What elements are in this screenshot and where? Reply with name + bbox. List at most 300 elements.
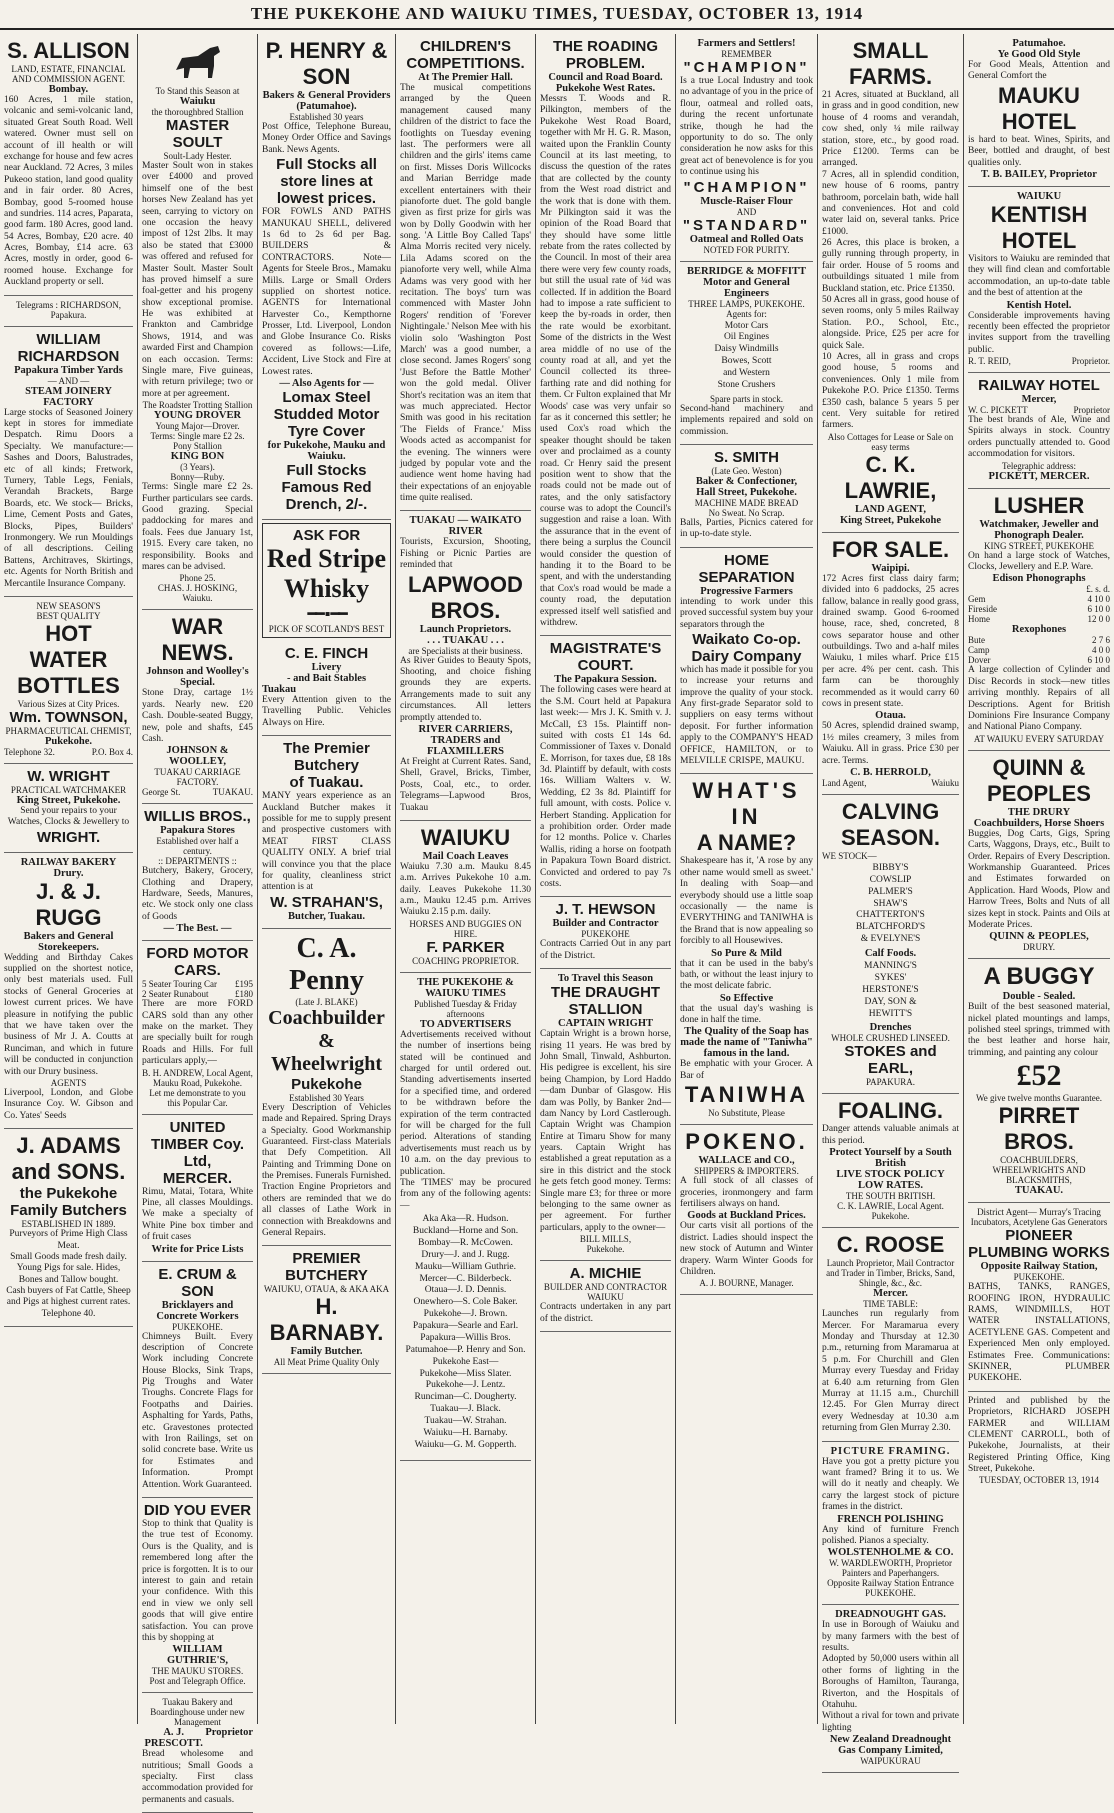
smith-late: (Late Geo. Weston) (711, 465, 782, 476)
calving-list-item: COWSLIP (869, 874, 912, 885)
picture-name: WOLSTENHOLME & CO. (827, 1547, 954, 1559)
masthead: THE PUKEKOHE AND WAIUKU TIMES, TUESDAY, OCTOBER 13, 1914 (0, 0, 1114, 30)
railway-tel: Telegraphic address: (1001, 460, 1077, 471)
crum-name: E. CRUM & SON (158, 1265, 237, 1300)
willis-sub: Papakura Stores (160, 825, 235, 837)
adams-line-2: Family Butchers (10, 1202, 127, 1220)
calving-list-item: HERSTONE'S (862, 984, 919, 995)
guthrie-store: THE MAUKU STORES. (151, 1666, 244, 1677)
standard-noted: NOTED FOR PURITY. (703, 244, 790, 255)
herrold-name: C. B. HERROLD, (850, 766, 931, 778)
picture-body-2: Any kind of furniture French polished. Pianos a specialty. (822, 1524, 959, 1546)
finch-ad (262, 641, 391, 736)
crum-body: Chimneys Built. Every description of Concrete Work including Concrete House Blocks, Sink Traps, Pig Troughs and Water Troughs. Concrete Flags for Footpaths and Dairies. Asphalting for Yards, Paths, etc. Gravestones protected with Iron Railings, set on solid concrete base. Write us for Estimates and Information. Prompt Attention. Work Guaranteed. (142, 1331, 253, 1490)
quinn-town-2: DRURY. (1022, 942, 1056, 953)
agent-list-item: Onewhero—S. Cole Baker. (413, 1297, 518, 1308)
taniwha-body: Shakespeare has it, 'A rose by any other name would smell as sweet.' In dealing with Soap—and everybody should use a little soap occasionally — the name is EVERYTHING and TANIWHA is the Brand that is now appealing so forcibly to all Housewives. (680, 856, 813, 947)
berridge-agents: Agents for: (726, 308, 767, 319)
calving-list-item: SHAW'S (873, 898, 908, 909)
rugg-name: J. & J. RUGG (35, 878, 102, 930)
champion-brand: "CHAMPION" (683, 59, 810, 76)
taniwha-body-2: that it can be used in the baby's bath, or without the least injury to the most delicate fabric. (680, 958, 813, 992)
lusher-place: KING STREET, PUKEKOHE (983, 540, 1095, 551)
price-row (968, 655, 1110, 665)
berridge-list-item: Bowes, Scott (721, 356, 772, 367)
buggy-price: £52 (1016, 1059, 1062, 1093)
johnson-town: TUAKAU. (212, 787, 253, 798)
rugg-agents-body: Liverpool, London, and Globe Insurance Coy. W. Gibson and Co. Yates' Seeds (4, 1087, 133, 1121)
railway-hotel-ad (968, 373, 1110, 489)
sale-body: 172 Acres first class dairy farm; divided into 6 paddocks, 25 acres fallow, balance in really good grass, drained swamp. Good 6-roomed house, race, shed, concreted, 8 cows separator house and other outbuildings. Two and a-half miles Waiuku, 1 miles wharf. Price £15 per acre. 4% per cent. cash. This farm can be thoroughly recommended as it would carry 60 cows in present state. (822, 573, 959, 710)
guthrie-body: Stop to think that Quality is the true test of Economy. Ours is the Quality, and is remembered long after the price is forgotten. It is to our interest to gain and retain your confidence. With this end in view we only sell goods that will give entire satisfaction. You can prove this by shopping at (142, 1519, 253, 1643)
lapwood-name: LAPWOOD BROS. (408, 571, 523, 623)
united-body: Rimu, Matai, Totara, White Pine, all classes Mouldings. We make a specialty of White Pine box timber and of fruit cases (142, 1186, 253, 1243)
allison-body: 160 Acres, 1 mile station, volcanic and semi-volcanic land, situated Great South Road. Well watered. Owner must sell on account of ill health or will exchange for house and few acres near Auckland. 72 Acres, 3 miles Pukeoo station, land good quality and in fair order. 80 Acres, Bombay, good 5-roomed house and sundries. 114 acres, Paparata, good farm. 180 Acres, good land. 54 Acres, Bombay, £20 acre. 40 Acres, Bombay, £14 acre. 63 Acres, mostly in order, good 6-roomed house. Exchange for Auckland property or sell. (4, 95, 133, 288)
price-row-label: Fireside (968, 604, 997, 615)
lusher-trade: Watchmaker, Jeweller and Phonograph Dealer. (979, 518, 1099, 541)
agent-list-item: Bombay—R. McCowen. (418, 1237, 513, 1248)
ford-item-2-label: 2 Seater Runabout (142, 989, 209, 1000)
parker-ad (400, 821, 531, 973)
penny-trade-2: & Wheelwright (270, 1029, 383, 1075)
finch-line-1: Livery (311, 662, 342, 674)
mauku-owner: T. B. BAILEY, Proprietor (981, 168, 1097, 180)
column-3 (258, 34, 396, 1724)
adams-est: ESTABLISHED IN 1889. (21, 1219, 116, 1230)
pirret-town: TUAKAU. (1014, 1185, 1064, 1197)
adams-purveyors: Purveyors of Prime High Class Meat. (9, 1229, 128, 1251)
buggy-body: Built of the best seasoned material, nickel plated mountings and lamps, polished steel springs, trimmed with the best leather and horse hair, trimming, and painting any colour (968, 1002, 1110, 1058)
guthrie-name: WILLIAM GUTHRIE'S, (167, 1644, 228, 1667)
wright-trade: PRACTICAL WATCHMAKER (10, 784, 127, 795)
smith-machine: MACHINE MADE BREAD (694, 497, 799, 508)
pokeno-trade: SHIPPERS & IMPORTERS. (694, 1166, 799, 1177)
lusher-ad (968, 489, 1110, 751)
henry-body-2: FOR FOWLS AND PATHS MANUKAU SHELL, delivered 1s 6d to 2s 6d per Bag. BUILDERS & CONTRACTORS. Note— Agents for Steele Bros., Mamaku Mills. Large or Small Orders supplied on shortest notice. AGENTS for International Harvester Co., Kempthorne Prosser, Ltd. Liverpool, London and Globe Insurance Co. Risks covered as follows:—Life, Accident, Live Stock and Fire at Lowest rates. (262, 207, 391, 377)
berridge-list-item: and Western (723, 368, 770, 379)
herrold-agent: Land Agent, (822, 777, 867, 788)
war-ad (142, 610, 253, 804)
michie-place: WAIUKU (587, 1292, 624, 1303)
barnaby-name: H. BARNABY. (269, 1294, 384, 1346)
pioneer-side: District Agent— Murray's Tracing Incubators, Acetylene Gas Generators (970, 1207, 1108, 1228)
price-row-label: Home (968, 614, 990, 625)
calving-stock: WE STOCK— (822, 850, 877, 861)
foaling-town: Pukekohe. (871, 1211, 910, 1222)
telegrams: Telegrams : RICHARDSON, Papakura. (4, 296, 133, 327)
mauku-body-2: is hard to beat. Wines, Spirits, and Beer, bottled and draught, of best qualities only. (968, 134, 1110, 168)
pokeno-firm: WALLACE and CO., (698, 1155, 795, 1167)
railway-role: Proprietor (1073, 405, 1110, 416)
gas-ad (822, 1605, 959, 1773)
hewson-body: Contracts Carried Out in any part of the District. (540, 939, 671, 961)
willis-best: — The Best. — (163, 923, 232, 935)
allison-ad (4, 34, 133, 296)
berridge-ad (680, 262, 813, 445)
imprint (968, 1392, 1110, 1492)
agent-list-item: Pukekohe—Miss Slater. (419, 1368, 512, 1379)
agent-list-item: Papakura—Searle and Earl. (412, 1321, 519, 1331)
berridge-name: BERRIDGE & MOFFITT (686, 265, 806, 277)
price-row-label: Bute (968, 635, 985, 646)
kentish-owner: R. T. REID, (968, 356, 1011, 367)
kentish-ad (968, 187, 1110, 373)
champion-and: AND (736, 206, 757, 217)
railway-name: RAILWAY HOTEL (978, 377, 1100, 395)
agent-list-item: Runciman—C. Dougherty. (414, 1392, 517, 1403)
calving-list-item: SYKES' (874, 972, 907, 983)
foaling-co: THE SOUTH BRITISH. (845, 1191, 936, 1202)
calving-list-item: PALMER'S (868, 886, 913, 897)
smith-no: No Sweat. No Scrap. (708, 507, 785, 518)
agent-list-item: Papakura—Willis Bros. (420, 1332, 511, 1343)
lapwood-sub: Launch Proprietors. (419, 623, 512, 635)
soult-line-2: Waiuku (179, 96, 216, 107)
roading-article (540, 34, 671, 636)
agent-list-item: Waiuku—H. Barnaby. (423, 1427, 508, 1438)
quinn-town: THE DRURY (1007, 806, 1071, 818)
lapwood-title: TUAKAU — WAIKATO RIVER (409, 515, 522, 538)
mauku-place: Patumahoe. (1012, 38, 1066, 49)
parker-sub: Mail Coach Leaves (422, 850, 509, 862)
pioneer-body: BATHS, TANKS, RANGES, ROOFING IRON, HYDRAULIC RAMS, WINDMILLS, HOT WATER INSTALLATIONS, ACETYLENE GAS. Competent and Experienced Men only employed. Estimates Free. Communications: SKINNER, PLUMBER PUKEKOHE. (968, 1282, 1110, 1384)
wright-name-2: WRIGHT. (36, 828, 101, 846)
sale-ad (822, 533, 959, 795)
willis-dept: :: DEPARTMENTS :: (158, 856, 237, 867)
price-row (968, 614, 1110, 624)
townson-ad (4, 597, 133, 764)
townson-sizes: Various Sizes at City Prices. (17, 698, 120, 709)
price-row (968, 604, 1110, 614)
price-row-value: 4 0 0 (1092, 645, 1110, 656)
foaling-ad (822, 1094, 959, 1228)
picture-trade: Painters and Paperhangers. (841, 1568, 940, 1579)
ford-ad (142, 941, 253, 1114)
rugg-sub: Bakers and General Storekeepers. (23, 930, 114, 953)
lusher-body-2: A large collection of Cylinder and Disc Records in stock—new titles arriving monthly. Repairs of all Descriptions. Agent for British Dominions Fire Insurance Company and National Piano Company. (968, 665, 1110, 733)
johnson-trade: TUAKAU CARRIAGE FACTORY. (154, 767, 241, 788)
united-cta: Write for Price Lists (151, 1243, 244, 1255)
townson-trade: PHARMACEUTICAL CHEMIST, (5, 725, 132, 736)
price-row (968, 645, 1110, 655)
foaling-live: LIVE STOCK POLICY (836, 1169, 945, 1181)
pioneer-title: PLUMBING WORKS (968, 1244, 1110, 1262)
railway-name-2: PICKETT, MERCER. (988, 470, 1090, 482)
taniwha-no-sub: No Substitute, Please (708, 1108, 785, 1119)
lusher-price-table (968, 594, 1110, 624)
roading-title: THE ROADING PROBLEM. (553, 38, 658, 72)
times-title: THE PUKEKOHE & WAIUKU TIMES (417, 976, 514, 999)
pokeno-ad (680, 1125, 813, 1295)
pirret-trade: COACHBUILDERS, WHEELWRIGHTS AND BLACKSMITHS, (992, 1155, 1086, 1186)
times-pub: Published Tuesday & Friday afternoons (414, 998, 517, 1019)
henry-head-2: Full Stocks all store lines at lowest prices. (276, 156, 377, 208)
rugg-ad (4, 853, 133, 1129)
strahan-owner: W. STRAHAN'S, (270, 893, 383, 911)
strahan-town: of Tuakau. (289, 774, 364, 792)
michie-ad (540, 1261, 671, 1332)
penny-ad (262, 929, 391, 1247)
whisky-ad (262, 523, 391, 638)
rugg-body: Wedding and Birthday Cakes supplied on the shortest notice, only best materials used. Full stocks of General Groceries at lowest current prices. We have pleasure in notifying the public that we have taken over the business of Mr J. A. Coutts at Runciman, and which in future will be conducted in conjunction with our Drury business. (4, 952, 133, 1077)
railway-body: The best brands of Ale, Wine and Spirits always in stock. Country orders punctually attended to. Good accommodation for visitors. (968, 415, 1110, 460)
townson-contact (4, 747, 133, 757)
champion-remember: REMEMBER (721, 49, 772, 59)
roose-table: TIME TABLE: (863, 1299, 918, 1310)
townson-line-2: BEST QUALITY (36, 610, 101, 621)
bon-name: KING BON (170, 451, 225, 463)
picture-title: PICTURE FRAMING. (830, 1445, 951, 1457)
water-label: WATER (29, 646, 108, 672)
quinn-ad (968, 751, 1110, 960)
berridge-second: Second-hand machinery and implements repaired and sold on commission. (680, 403, 813, 437)
kentish-body: Visitors to Waiuku are reminded that they will find clean and comfortable accommodation, an up-to-date table and the best of attention at the (968, 253, 1110, 299)
soult-name: MASTER SOULT (165, 117, 230, 151)
agent-list-item: Buckland—Horne and Son. (412, 1226, 519, 1236)
parker-name: F. PARKER (426, 938, 505, 956)
ford-agent: B. H. ANDREW, Local Agent, (142, 1067, 253, 1078)
agent-list-item: Mauku—William Guthrie. (415, 1261, 516, 1272)
mauku-name: MAUKU HOTEL (998, 82, 1080, 134)
court-body: The following cases were heard at the S.M. Court held at Papakura last week:— Mrs J. K. Smith v. J. McCall, £3 15s. Plaintiff non-suited with costs £1 14s 6d. Commissioner of Taxes v. Donald E. Morrison, for taxes due, £8 18s 3d. Plaintiff by default, with costs 16s. William Walters v. W. Wedding, £2 3s 8d. Plaintiff for full amount, with costs. Police v. Herbert Standing. Application for a prohibition order. Order made for 12 months. Police v. Charles Wallis, riding a horse on footpath in Papakura Town Board district. Convicted and ordered to pay 7s costs. (540, 685, 671, 889)
picture-owner: W. WARDLEWORTH, Proprietor (829, 1558, 952, 1569)
roose-trade: Launch Proprietor, Mail Contractor and Trader in Timber, Bricks, Sand, Shingle, &c., &c. (826, 1258, 955, 1289)
calving-list (822, 863, 959, 946)
agent-list-item: Patumahoe—P. Henry and Son. (405, 1344, 526, 1355)
crum-sub-2: Concrete Workers (156, 1310, 239, 1322)
hot-label: HOT (45, 620, 92, 646)
willis-est: Established over half a century. (156, 836, 239, 857)
roading-body: Messrs T. Woods and R. Pilkington, members of the Pukekohe West Road Board, together with Mr H. G. R. Mason, waited upon the Franklin County Council at its last meeting, to discuss the question of the rates that are collected by the county from the West road district and the work that is done with them. Mr Pilkington said it was the opinion of the Road Board that they should have some little rebate from the rates collected by the Council. In most of their area there were very few county roads, but still the usual rate of ¼d was collected. If in addition the Board had to impose a rate sufficient to keep the by-roads in order, then the rate would be exorbitant. Some of the districts in the West area middle of no use of the county road at all, and yet the Council collected its three-farthing rate and did nothing for them. Cr Fulton explained that Mr Woods' case was very unfair so far as it concerned this settler; he used Cox's road which the speaker thought should be taken over and proclaimed as a county road. Cr Henry said the present position went to show that the roads could not be made out of rates, and the only satisfactory course was to adopt the Council's suggestion and raise a loan. With the assurance that in the event of there being a surplus the Council would consider the question of handing it to the Board to be spent, and with the understanding that Cox's road would be made a county road, the deputation expressed itself well satisfied and withdrew. (540, 94, 671, 628)
parker-hire: HORSES AND BUGGIES ON HIRE. (409, 918, 522, 939)
column-4 (396, 34, 536, 1724)
agents-list (400, 1214, 531, 1452)
guthrie-post: Post and Telegraph Office. (149, 1676, 246, 1687)
calving-list-item: BIBBY'S (872, 862, 909, 873)
mauku-body: For Good Meals, Attention and General Comfort the (968, 60, 1110, 82)
berridge-spare: Spare parts in stock. (710, 393, 783, 404)
pioneer-name: PIONEER (1005, 1227, 1073, 1245)
railway-owner: W. C. PICKETT (968, 405, 1028, 416)
pokeno-name: POKENO. (685, 1129, 808, 1155)
column-5 (536, 34, 676, 1724)
townson-name: Wm. TOWNSON, (9, 708, 128, 726)
michie-body: Contracts undertaken in any part of the district. (540, 1302, 671, 1324)
agent-list-item: Aka Aka—R. Hudson. (422, 1214, 509, 1225)
penny-body: Every Description of Vehicles made and Repaired. Spring Drays a Specialty. Good Workmanship Guaranteed. First-class Materials that Defy Competition. All Painting and Trimming Done on the Premises. Funerals Furnished. Traction Engine Proprietors and others are reminded that we do all classes of Lathe Work in connection with Breakdowns and General Repairs. (262, 1102, 391, 1239)
gas-body-2: Adopted by 50,000 users within all other forms of lighting in the Boroughs of Hamilton, Tauranga, Riverton, and the Hospitals of Otahuhu. (822, 1654, 959, 1711)
farm-item-4: 50 Acres all in grass, good house of seven rooms, only 5 miles Railway Station. P.O., School, Etc., alongside. Price, £25 per acre for quick Sale. (822, 295, 959, 351)
kentish-owner-line (968, 356, 1110, 366)
gas-body-3: Without a rival for town and private lighting (822, 1711, 959, 1733)
ford-item-2 (142, 989, 253, 999)
hewson-place: PUKEKOHE (581, 929, 630, 940)
stallion-body: Captain Wright is a brown horse, rising 11 years. He was bred by John Small, Tinwald, Ashburton. His pedigree is excellent, his sire being Champion, by Lord Haddo—dam Dunbar of Glasgow. His dam was Polly, by Banker 2nd—dam Nancy by Lord Castlerough. Captain Wright was Champion Entire at Timaru Show for many years. Captain Wright has established a great reputation as a sire in this district and the stock he gets fetch good money. Terms: Single mare £3; for three or more belonging to the same owner as per agreement. For further particulars, apply to the owner— (540, 1029, 671, 1233)
gas-town: WAIPUKURAU (860, 1756, 921, 1767)
column-8 (964, 34, 1114, 1724)
ford-demo: Let me demonstrate to you this Popular Car. (149, 1087, 246, 1108)
richardson-ad (4, 327, 133, 597)
farms-also: Also Cottages for Lease or Sale on easy terms (827, 431, 954, 452)
lusher-name: LUSHER (993, 492, 1085, 518)
price-row-value: 6 10 0 (1087, 655, 1110, 666)
agent-list-item: Tuakau—J. Black. (430, 1404, 501, 1415)
henry-body: Post Office, Telephone Bureau, Money Order Office and Savings Bank. News Agents. (262, 122, 391, 155)
richardson-name: WILLIAM RICHARDSON (17, 330, 120, 365)
willis-body: Butchery, Bakery, Grocery, Clothing and Drapery, Hardware, Seeds, Manures, etc. We stock only one class of Goods (142, 866, 253, 922)
hewson-trade: Builder and Contractor (552, 918, 659, 930)
agent-list-item: Pukekohe—J. Brown. (423, 1309, 508, 1320)
taniwha-title-1: WHAT'S IN (692, 778, 801, 830)
lawrie-trade: LAND AGENT, (855, 503, 926, 515)
stallion-title: THE DRAUGHT STALLION (550, 984, 661, 1019)
michie-name: A. MICHIE (569, 1265, 642, 1283)
kentish-town: WAIUKU (1016, 190, 1062, 202)
champion-brand-2: "CHAMPION" (683, 178, 810, 196)
willis-name: WILLIS BROS., (144, 808, 251, 826)
champion-title: Farmers and Settlers! (697, 38, 796, 49)
bottles-label: BOTTLES (17, 672, 120, 698)
pokeno-body-2: Our carts visit all portions of the district. Ladies should inspect the new stock of Autumn and Winter drapery. Warm Winter Goods for Children. (680, 1221, 813, 1277)
calving-calf: Calf Foods. (864, 948, 917, 960)
stallion-owner-place: Pukekohe. (586, 1244, 625, 1255)
buggy-title: A BUGGY (983, 963, 1095, 991)
lapwood-body: Tourists, Excursion, Shooting, Fishing or Picnic Parties are reminded that (400, 537, 531, 571)
separation-ad (680, 548, 813, 775)
children-article (400, 34, 531, 511)
adams-pigs: Young Pigs for sale. Hides, Bones and Tallow bought. (16, 1263, 121, 1285)
penny-name: C. A. Penny (289, 932, 364, 996)
children-body: The musical competitions arranged by the Queen management caused many children of the district to face the footlights on Tuesday evening last. The performers were all children and the girls' items came on first. Misses Doris Willcocks and Marian Berridge made excellent entertainers with their pianoforte duet. The gold bangle given as first prize for girls was won by Dolly Goodwin with her song. 'A Little Boy Called Taps' Alma Morris recited very nicely. Lila Adams scored on the pianoforte very well, while Alma Adams was very good with her recitation. The boys' turn was commenced with Master John Rogers' rendition of 'Forever Nightingale.' Nelson Mee with his violin solo 'Washington Post March' was a good number, a close second. James Rogers' song 'Just Before the Battle Mother' won the gold medal. Oliver Short's recitation was an item that was much appreciated. Hector Smith was good in his recitation 'The Fields of France.' Miss Woods acted as accompanist for the evening. The winners were judged by popular vote and the audience went home having had their expectations of an enjoyable time quite realised. (400, 83, 531, 504)
penny-place: Pukekohe (291, 1075, 362, 1093)
picture-town: PUKEKOHE. (865, 1588, 916, 1599)
taniwha-title-2: A NAME? (696, 830, 797, 856)
picture-opp: Opposite Railway Station Entrance (827, 1578, 954, 1589)
column-1 (0, 34, 138, 1724)
taniwha-pure: So Pure & Mild (711, 947, 782, 959)
roose-ad (822, 1228, 959, 1441)
quinn-name-2: QUINN & PEOPLES, (989, 931, 1089, 943)
stallion-line: To Travel this Season (557, 973, 654, 985)
berridge-trade: Motor and General Engineers (703, 276, 790, 299)
farm-item-1: 21 Acres, situated at Buckland, all in grass and in good condition, new house of 4 rooms and verandah, cow shed, only ¼ mile railway station, store, etc., by good road. Price £1200. Terms can be arranged. (822, 90, 959, 169)
soult-pedigree: Soult-Lady Hester. (163, 151, 232, 161)
wright-name: W. WRIGHT (27, 767, 110, 785)
agent-list-item: Pukekohe—J. Lentz. (425, 1380, 506, 1391)
calving-linseed: WHOLE CRUSHED LINSEED. (831, 1033, 950, 1044)
berridge-list (680, 321, 813, 392)
taniwha-effective: So Effective (719, 992, 774, 1004)
townson-box: P.O. Box 4. (91, 746, 133, 757)
henry-sub: Bakers & General Providers (262, 90, 391, 101)
lapwood-body-2: As River Guides to Beauty Spots, Shooting, and choice fishing grounds they are experts. Arrangements made to suit any circumstances. All letters promptly attended to. (400, 655, 531, 723)
stallion-owner: BILL MILLS, (579, 1234, 632, 1245)
war-title: WAR NEWS. (161, 614, 234, 666)
ford-place: Mauku Road, Pukekohe. (153, 1077, 242, 1088)
pokeno-body: A full stock of all classes of groceries, ironmongery and farm fertilisers always on hand. (680, 1176, 813, 1210)
guthrie-ad (142, 1498, 253, 1693)
herrold-town: Waiuku (931, 777, 959, 788)
taniwha-ad (680, 774, 813, 1125)
finch-body: Every Attention given to the Travelling Public. Vehicles Always on Hire. (262, 695, 391, 728)
buggy-sub: Double - Sealed. (1002, 991, 1076, 1003)
column-7 (818, 34, 964, 1767)
sale-otaua: Otaua. (875, 710, 906, 722)
roose-body: Launches run regularly from Mercer. For Maramarua every Monday and Thursday at 12.30 p.m., returning from Maramarua at 5 p.m. For Churchill and Glen Murray every Tuesday and Friday at 6.40 a.m returning from Glen Murray at 11.15 a.m., Churchill 12.45. For Glen Murray direct every Wednesday at 10.30 a.m returning from Glen Murray 2.30. (822, 1309, 959, 1434)
roose-name: C. ROOSE (836, 1232, 945, 1258)
smith-balls: Balls, Parties, Picnics catered for in up-to-date style. (680, 517, 813, 540)
barnaby-title: PREMIER BUTCHERY (285, 1250, 368, 1285)
drover-line: The Roadster Trotting Stallion (142, 400, 253, 411)
separation-sub: Progressive Farmers (700, 585, 793, 597)
buggy-ad (968, 959, 1110, 1203)
ford-item-1 (142, 979, 253, 989)
henry-name: P. HENRY & SON (265, 38, 388, 89)
picture-body: Have you got a pretty picture you want framed? Bring it to us. We will do it neatly and cheaply. We carry the largest stock of picture frames in the district. (822, 1456, 959, 1513)
adams-cash: Cash buyers of Fat Cattle, Sheep and Pigs at highest current rates. Telephone 40. (6, 1286, 131, 1319)
johnson-address (142, 787, 253, 797)
smith-place: Hall Street, Pukekohe. (696, 486, 797, 498)
barnaby-meat: All Meat Prime Quality Only (273, 1357, 380, 1368)
foaling-rates: LOW RATES. (858, 1180, 923, 1192)
price-row-label: Gem (968, 594, 986, 605)
court-title: MAGISTRATE'S COURT. (549, 640, 662, 675)
times-body: Advertisements received without the number of insertions being stated will be continued and charged for until ordered out. Standing advertisements inserted for a specified time, and ordered to be withdrawn before the expiration of the term contracted for will be charged for the full period. Alterations of standing advertisements must reach us by 10 a.m. on the day previous to publication. (400, 1029, 531, 1177)
imprint-date: TUESDAY, OCTOBER 13, 1914 (978, 1475, 1100, 1486)
calving-ad (822, 795, 959, 1095)
lapwood-are: are Specialists at their business. (408, 645, 523, 656)
lapwood-body-3: At Freight at Current Rates. Sand, Shell, Gravel, Bricks, Timber, Posts, Coal, etc., to order. Telegrams—Lapwood Bros, Tuakau (400, 756, 531, 813)
rugg-agents: AGENTS (50, 1077, 87, 1088)
strahan-title: The Premier Butchery (283, 740, 370, 775)
champion-flour: Muscle-Raiser Flour (700, 195, 793, 207)
lawrie-name: C. K. LAWRIE, (844, 451, 937, 503)
finch-town: Tuakau (262, 684, 297, 696)
column-6 (676, 34, 818, 1724)
drover-terms: Terms: Single mare £2 2s. (150, 431, 245, 442)
separation-title: HOME SEPARATION (698, 551, 795, 586)
taniwha-brand: TANIWHA (684, 1082, 809, 1108)
soult-line-1: To Stand this Season at (155, 86, 240, 96)
lapwood-ad (400, 511, 531, 820)
pirret-name: PIRRET BROS. (998, 1103, 1080, 1155)
calving-list-item: CHATTERTON'S (856, 910, 925, 921)
soult-line-3: the thoroughbred Stallion (151, 107, 244, 117)
farm-item-3: 26 Acres, this place is broken, a gully running through property, in fair order. House of 5 rooms and outbuildings situated 1 mile from Buckland station, etc. Price £1350. (822, 238, 959, 294)
bon-age: (3 Years). (180, 462, 215, 473)
lapwood-carriers: RIVER CARRIERS, TRADERS and FLAXMILLERS (418, 723, 513, 757)
united-ad (142, 1115, 253, 1262)
strahan-ad (262, 736, 391, 929)
barnaby-family: Family Butcher. (290, 1346, 363, 1358)
smith-trade: Baker & Confectioner, (695, 475, 798, 487)
united-title: UNITED TIMBER Coy. Ltd, (150, 1118, 245, 1170)
guthrie-title: DID YOU EVER (143, 1502, 252, 1519)
adams-ad (4, 1129, 133, 1327)
calving-list-item: MANNING'S (864, 961, 917, 972)
sale-otaua-body: 50 Acres, splendid drained swamp, 1½ miles creamery, 3 miles from Waiuku. All in grass. Price £30 per acre. Terms. (822, 721, 959, 766)
farm-item-2: 7 Acres, all in splendid condition, new house of 6 rooms, pantry bathroom, porcelain bath, wide hall and conveniences. Hot and cold water laid on, several tanks. Price £1000. (822, 169, 959, 237)
hewson-ad (540, 897, 671, 969)
parker-title: WAIUKU (420, 824, 511, 850)
pioneer-opp: Opposite Railway Station, (980, 1261, 1098, 1273)
henry-for: for Pukekohe, Mauku and Waiuku. (267, 440, 386, 463)
farms-ad (822, 34, 959, 533)
adams-line-1: the Pukekohe (19, 1185, 118, 1203)
ford-body: There are more FORD CARS sold than any other make on the market. They are specially built for rough Roads and Hills. For full particulars apply,— (142, 999, 253, 1067)
bon-line: Pony Stallion (173, 441, 222, 452)
times-adv: TO ADVERTISERS (419, 1018, 512, 1030)
